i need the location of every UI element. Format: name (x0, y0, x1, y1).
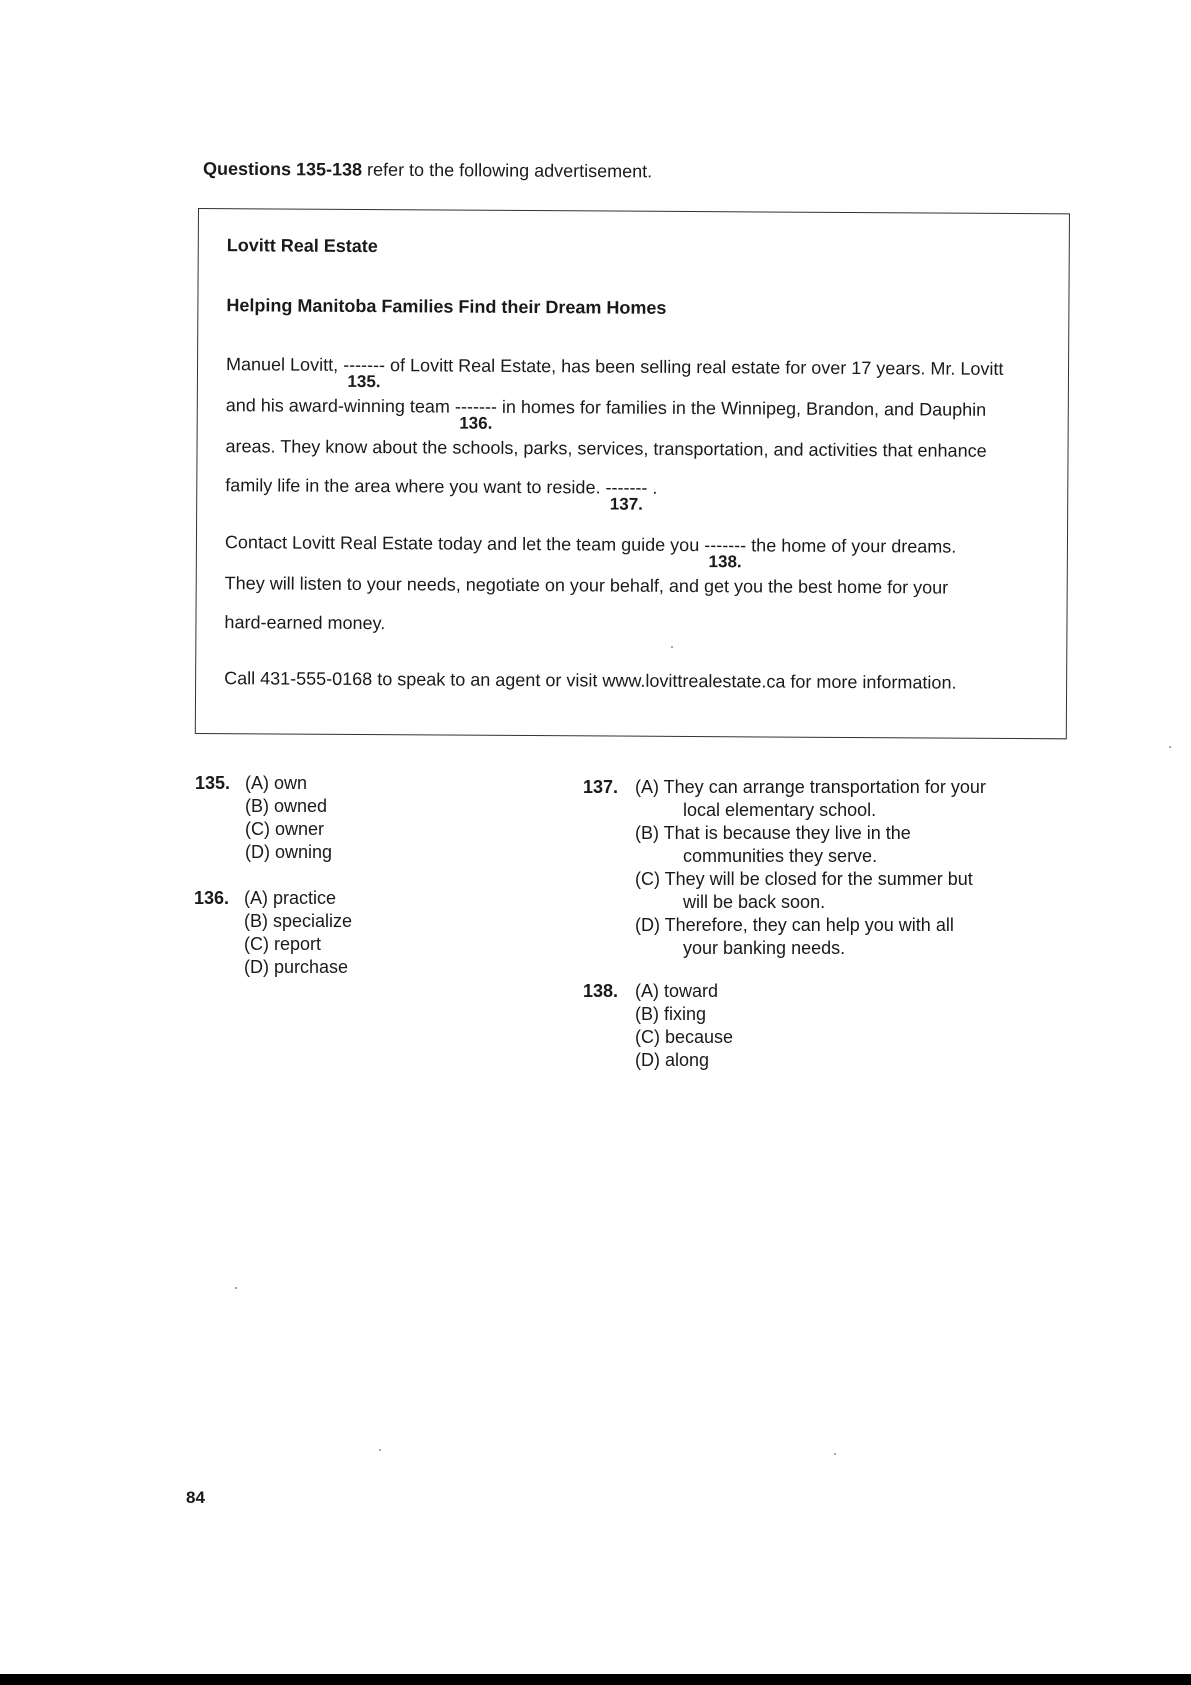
option-137-a[interactable]: (A) They can arrange transportation for your local elementary school. (635, 777, 986, 820)
advertisement-box (195, 208, 1070, 739)
blank-138: ------- 138. (704, 535, 747, 572)
blank-136: ------- 136. (454, 396, 497, 433)
option-137-b[interactable]: (B) That is because they live in the communities they serve. (635, 823, 911, 866)
question-number: 136. (194, 888, 230, 908)
questions-range: Questions 135-138 (202, 158, 363, 180)
blank-number-136: 136. (459, 413, 493, 433)
option-137-c[interactable]: (C) They will be closed for the summer but will be back soon. (635, 869, 973, 912)
ad-paragraph-1-line-1: Manuel Lovitt, ------- 135. of Lovitt Real Estate, has been selling real estate for over 17 years. Mr. Lovitt (225, 354, 1004, 392)
option-135-d[interactable]: (D) owning (245, 842, 333, 862)
option-136-d[interactable]: (D) purchase (244, 957, 349, 977)
intro-text: refer to the following advertisement. (362, 159, 653, 182)
ad-title: Lovitt Real Estate (226, 235, 378, 257)
ad-subtitle: Helping Manitoba Families Find their Dream Homes (226, 295, 667, 318)
ad-paragraph-2-line-3: hard-earned money. (224, 612, 386, 634)
ad-paragraph-2-line-2: They will listen to your needs, negotiate on your behalf, and get you the best home for your (224, 573, 949, 598)
blank-number-135: 135. (347, 371, 381, 392)
option-137-d[interactable]: (D) Therefore, they can help you with all your banking needs. (635, 915, 954, 958)
scan-speck (379, 1449, 381, 1451)
option-136-c[interactable]: (C) report (244, 934, 322, 954)
option-136-a[interactable]: (A) practice (244, 888, 337, 908)
option-138-d[interactable]: (D) along (635, 1050, 710, 1070)
blank-135: ------- 135. (343, 354, 386, 392)
ad-contact-line: Call 431-555-0168 to speak to an agent or visit www.lovittrealestate.ca for more information. (224, 668, 957, 693)
scan-speck (671, 646, 673, 648)
ad-paragraph-1-line-3: areas. They know about the schools, parks, services, transportation, and activities that enhance (225, 436, 987, 461)
blank-137: ------- 137. (605, 477, 648, 514)
option-135-a[interactable]: (A) own (245, 773, 308, 793)
question-number: 135. (195, 773, 231, 793)
option-138-a[interactable]: (A) toward (635, 981, 719, 1001)
option-138-c[interactable]: (C) because (635, 1027, 734, 1047)
question-number: 137. (583, 777, 619, 797)
scan-bottom-edge (0, 1674, 1191, 1685)
ad-paragraph-1-line-4: family life in the area where you want to reside. ------- 137. . (225, 475, 658, 514)
option-135-b[interactable]: (B) owned (245, 796, 328, 816)
scan-speck (235, 1287, 237, 1289)
question-number: 138. (583, 981, 619, 1001)
blank-number-137: 137. (609, 494, 643, 514)
option-136-b[interactable]: (B) specialize (244, 911, 353, 931)
option-138-b[interactable]: (B) fixing (635, 1004, 707, 1024)
ad-paragraph-2-line-1: Contact Lovitt Real Estate today and let the team guide you ------- 138. the home of your dreams. (224, 532, 957, 572)
blank-number-138: 138. (708, 552, 742, 572)
questions-intro (203, 159, 652, 183)
scan-speck (834, 1453, 836, 1455)
option-135-c[interactable]: (C) owner (245, 819, 325, 839)
ad-paragraph-1-line-2: and his award-winning team ------- 136. in homes for families in the Winnipeg, Brandon, and Dauphin (225, 395, 987, 433)
page-number: 84 (186, 1488, 205, 1507)
scan-speck (1169, 746, 1171, 748)
